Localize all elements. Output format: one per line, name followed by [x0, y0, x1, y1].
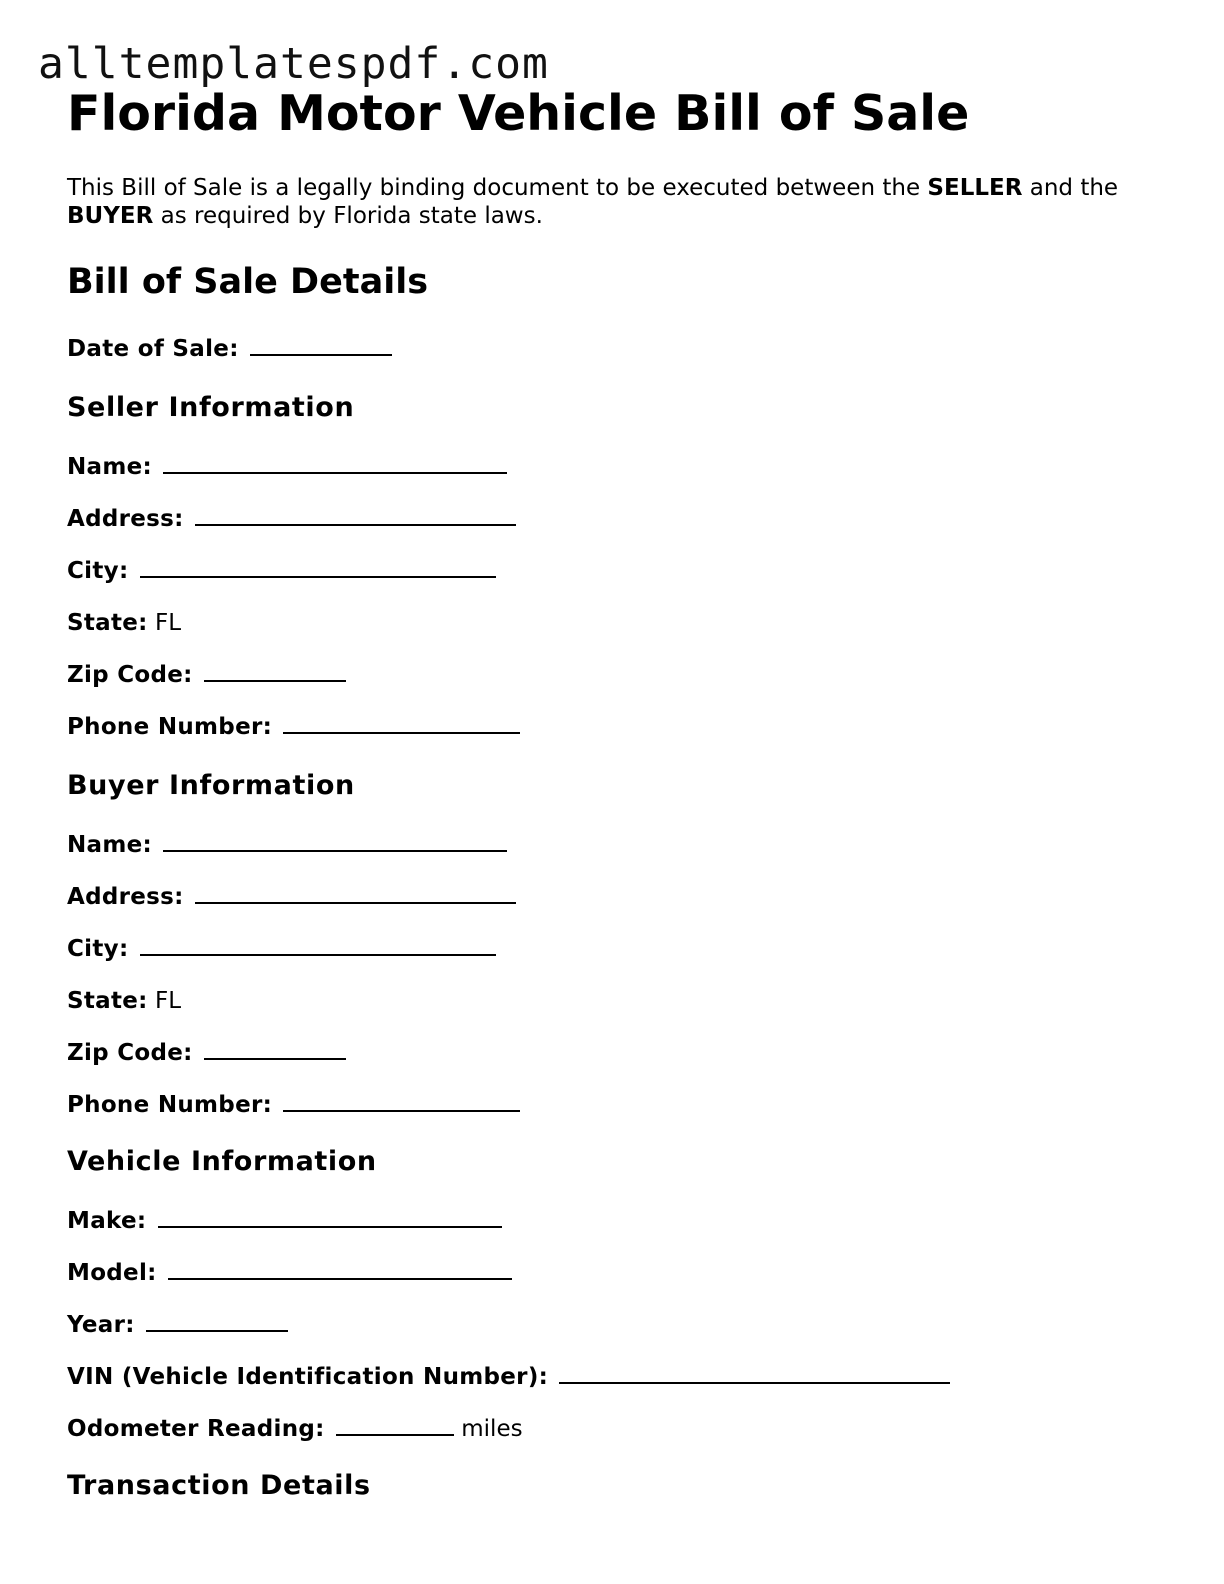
seller-name-field — [67, 452, 1177, 482]
vehicle-make-label: Make: — [67, 1208, 147, 1234]
vehicle-make-blank[interactable] — [158, 1206, 502, 1228]
buyer-phone-blank[interactable] — [283, 1090, 520, 1112]
buyer-state-field — [67, 986, 1177, 1016]
intro-seller: SELLER — [927, 175, 1023, 201]
document-body — [67, 82, 1177, 1504]
buyer-zip-field — [67, 1038, 1177, 1068]
seller-address-blank[interactable] — [195, 504, 516, 526]
buyer-heading: Buyer Information — [67, 770, 355, 801]
vehicle-make-field — [67, 1206, 1177, 1236]
buyer-address-blank[interactable] — [195, 882, 516, 904]
seller-phone-field — [67, 712, 1177, 742]
details-heading: Bill of Sale Details — [67, 262, 429, 302]
date-of-sale-blank[interactable] — [250, 334, 392, 356]
seller-zip-field — [67, 660, 1177, 690]
vehicle-vin-label: VIN (Vehicle Identification Number): — [67, 1364, 549, 1390]
seller-name-label: Name: — [67, 454, 153, 480]
intro-text-3: as required by Florida state laws. — [153, 203, 543, 229]
buyer-name-blank[interactable] — [163, 830, 507, 852]
vehicle-heading: Vehicle Information — [67, 1146, 377, 1177]
intro-buyer: BUYER — [67, 203, 154, 229]
buyer-city-field — [67, 934, 1177, 964]
buyer-state-label: State: — [67, 988, 148, 1014]
buyer-address-label: Address: — [67, 884, 184, 910]
vehicle-odometer-field — [67, 1414, 1177, 1444]
buyer-state-value: FL — [154, 988, 182, 1014]
intro-text-1: This Bill of Sale is a legally binding document to be executed between the — [67, 175, 928, 201]
buyer-city-blank[interactable] — [140, 934, 496, 956]
buyer-phone-field — [67, 1090, 1177, 1120]
vehicle-model-field — [67, 1258, 1177, 1288]
vehicle-vin-blank[interactable] — [559, 1362, 950, 1384]
buyer-name-field — [67, 830, 1177, 860]
buyer-zip-blank[interactable] — [204, 1038, 346, 1060]
vehicle-year-blank[interactable] — [146, 1310, 288, 1332]
vehicle-vin-field — [67, 1362, 1177, 1392]
seller-city-blank[interactable] — [140, 556, 496, 578]
seller-address-field — [67, 504, 1177, 534]
vehicle-model-blank[interactable] — [168, 1258, 512, 1280]
date-of-sale-label: Date of Sale: — [67, 336, 239, 362]
page-title: Florida Motor Vehicle Bill of Sale — [67, 85, 970, 142]
buyer-city-label: City: — [67, 936, 129, 962]
transaction-heading: Transaction Details — [67, 1470, 371, 1501]
intro-paragraph — [67, 174, 1177, 230]
buyer-address-field — [67, 882, 1177, 912]
seller-heading: Seller Information — [67, 392, 355, 423]
odometer-unit: miles — [461, 1416, 523, 1442]
vehicle-odometer-label: Odometer Reading: — [67, 1416, 325, 1442]
buyer-zip-label: Zip Code: — [67, 1040, 193, 1066]
seller-state-label: State: — [67, 610, 148, 636]
watermark: alltemplatespdf.com — [38, 39, 549, 89]
seller-zip-blank[interactable] — [204, 660, 346, 682]
seller-state-field — [67, 608, 1177, 638]
seller-address-label: Address: — [67, 506, 184, 532]
seller-zip-label: Zip Code: — [67, 662, 193, 688]
vehicle-model-label: Model: — [67, 1260, 157, 1286]
seller-state-value: FL — [154, 610, 182, 636]
seller-phone-blank[interactable] — [283, 712, 520, 734]
vehicle-year-label: Year: — [67, 1312, 135, 1338]
buyer-name-label: Name: — [67, 832, 153, 858]
vehicle-year-field — [67, 1310, 1177, 1340]
seller-city-field — [67, 556, 1177, 586]
buyer-phone-label: Phone Number: — [67, 1092, 273, 1118]
seller-name-blank[interactable] — [163, 452, 507, 474]
vehicle-odometer-blank[interactable] — [336, 1414, 454, 1436]
date-of-sale-field — [67, 334, 1177, 364]
intro-text-2: and the — [1022, 175, 1119, 201]
seller-city-label: City: — [67, 558, 129, 584]
seller-phone-label: Phone Number: — [67, 714, 273, 740]
